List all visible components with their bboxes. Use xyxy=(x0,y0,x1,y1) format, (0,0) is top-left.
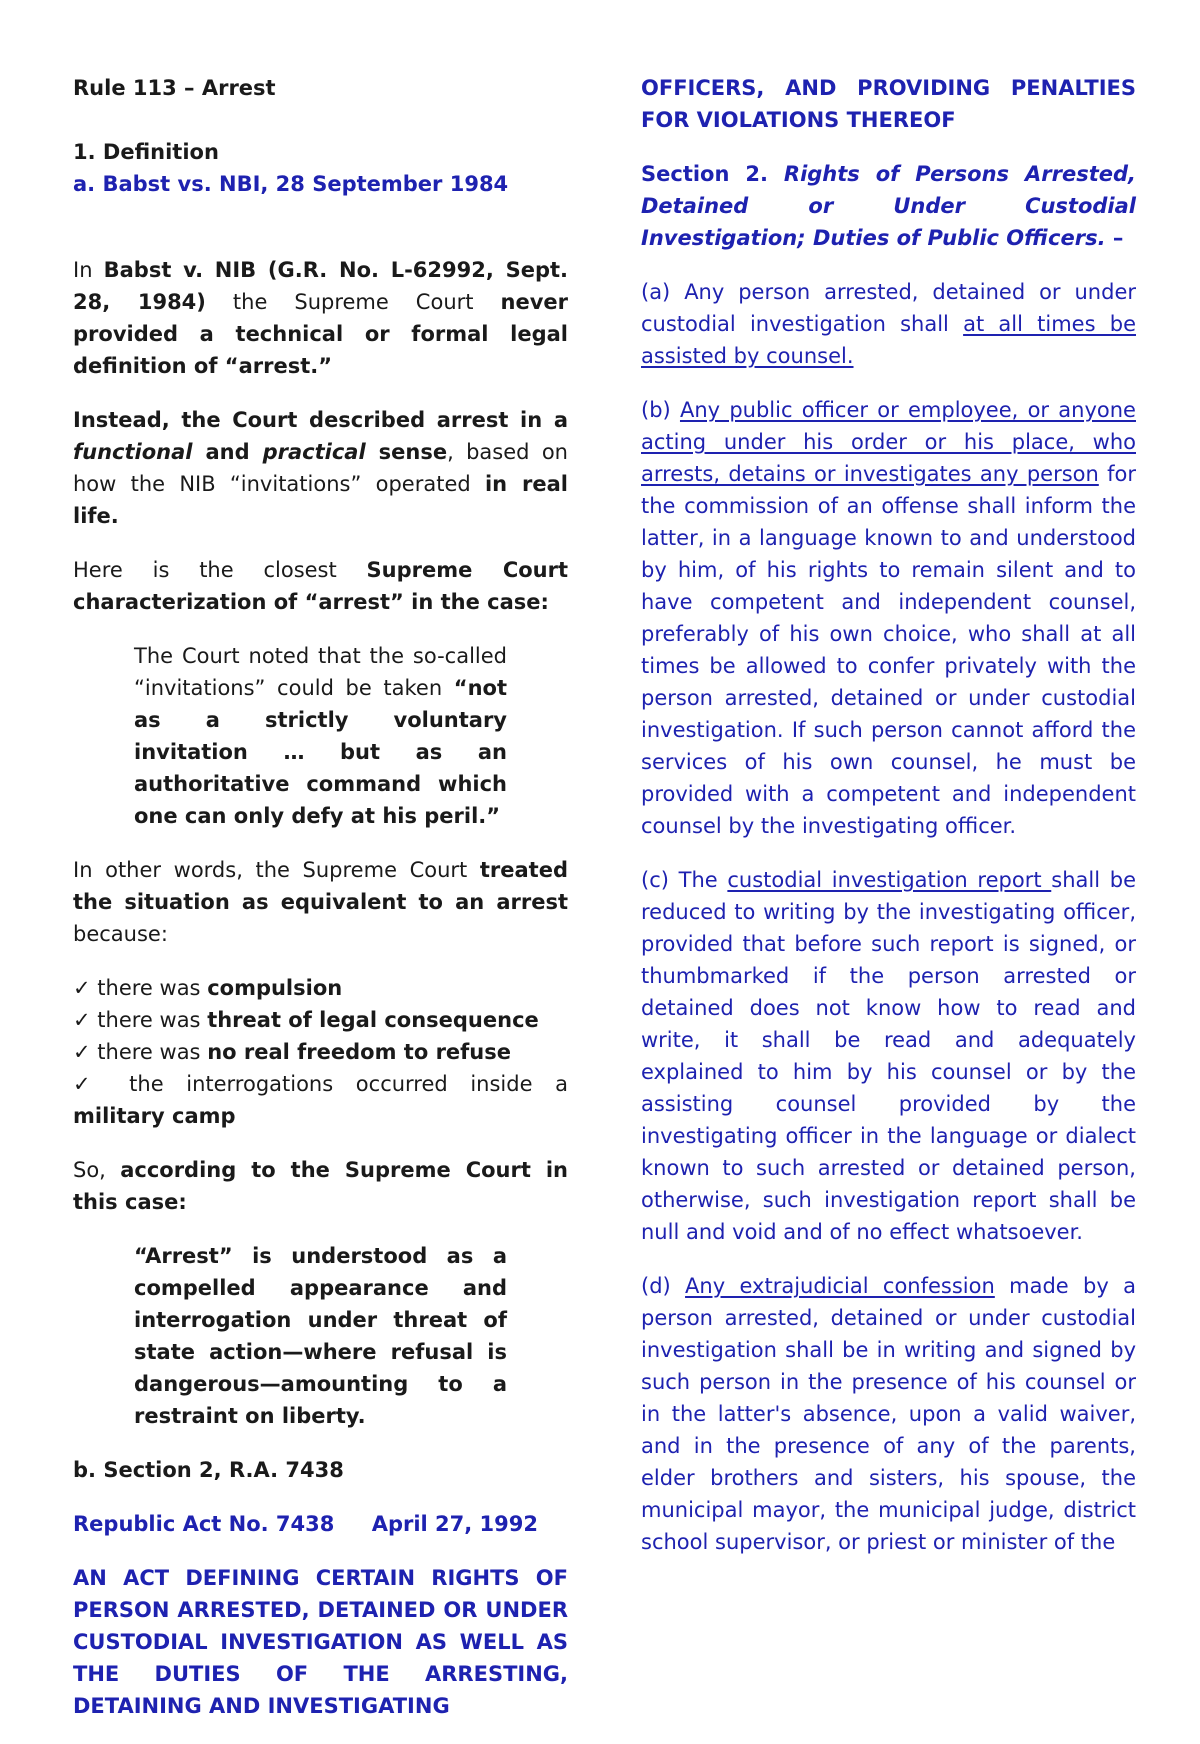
case-a-heading: a. Babst vs. NBI, 28 September 1984 xyxy=(73,172,509,196)
section-2-heading: Section 2. Rights of Persons Arrested, Detained or Under Custodial Investigation; Duties of Public Officers. – xyxy=(641,162,1136,250)
list-item: ✓ there was no real freedom to refuse xyxy=(73,1040,511,1064)
act-title-start: AN ACT DEFINING CERTAIN RIGHTS OF PERSON ARRESTED, DETAINED OR UNDER CUSTODIAL INVESTIGATION AS WELL AS THE DUTIES OF THE ARRESTING, DETAINING AND INVESTIGATING xyxy=(73,1566,568,1718)
list-item: ✓ there was threat of legal consequence xyxy=(73,1008,539,1032)
paragraph-so-according: So, according to the Supreme Court in this case: xyxy=(73,1158,569,1214)
ra-header-row xyxy=(73,1508,538,1540)
list-item: ✓ there was compulsion xyxy=(73,976,343,1000)
paragraph-d: (d) Any extrajudicial confession made by a person arrested, detained or under custodial investigation shall be in writing and signed by such person in the presence of his counsel or in the latter's absence, upon a valid waiver, and in the presence of any of the parents, elder brothers and sisters, his spouse, the municipal mayor, the municipal judge, district school supervisor, or priest or minister of the xyxy=(641,1274,1136,1554)
left-column xyxy=(73,72,568,1744)
ra-number: Republic Act No. 7438 xyxy=(73,1512,335,1536)
list-item: ✓ the interrogations occurred inside a military camp xyxy=(73,1072,568,1128)
case-b-heading: b. Section 2, R.A. 7438 xyxy=(73,1458,344,1482)
paragraph-functional-sense: Instead, the Court described arrest in a functional and practical sense, based on how the NIB “invitations” operated in real life. xyxy=(73,408,568,528)
paragraph-a: (a) Any person arrested, detained or under custodial investigation shall at all times be assisted by counsel. xyxy=(641,280,1136,368)
paragraph-b: (b) Any public officer or employee, or anyone acting under his order or his place, who arrests, detains or investigates any person for the commission of an offense shall inform the latter, in a language known to and understood by him, of his rights to remain silent and to have competent and independent counsel, preferably of his own choice, who shall at all times be allowed to confer privately with the person arrested, detained or under custodial investigation. If such person cannot afford the services of his own counsel, he must be provided with a competent and independent counsel by the investigating officer. xyxy=(641,398,1136,838)
paragraph-closest-characterization: Here is the closest Supreme Court characterization of “arrest” in the case: xyxy=(73,558,569,614)
check-list xyxy=(73,972,568,1132)
checkmark-icon: ✓ xyxy=(73,976,91,1000)
right-column xyxy=(641,72,1136,1580)
rule-heading: Rule 113 – Arrest xyxy=(73,76,276,100)
definition-heading: 1. Definition xyxy=(73,140,219,164)
checkmark-icon: ✓ xyxy=(73,1008,91,1032)
paragraph-equivalent-arrest: In other words, the Supreme Court treated the situation as equivalent to an arrest because: xyxy=(73,858,568,946)
checkmark-icon: ✓ xyxy=(73,1072,107,1096)
block-quote-arrest-definition: “Arrest” is understood as a compelled appearance and interrogation under threat of state action—where refusal is dangerous—amounting to a restraint on liberty. xyxy=(134,1244,507,1428)
spacer xyxy=(73,104,568,136)
paragraph-c: (c) The custodial investigation report shall be reduced to writing by the investigating officer, provided that before such report is signed, or thumbmarked if the person arrested or detained does not know how to read and write, it shall be read and adequately explained to him by his counsel or by the assisting counsel provided by the investigating officer in the language or dialect known to such arrested or detained person, otherwise, such investigation report shall be null and void and of no effect whatsoever. xyxy=(641,868,1136,1244)
spacer xyxy=(73,222,568,254)
paragraph-babst-intro: In Babst v. NIB (G.R. No. L-62992, Sept. 28, 1984) the Supreme Court never provided a technical or formal legal definition of “arrest.” xyxy=(73,258,568,378)
block-quote-invitations: The Court noted that the so-called “invitations” could be taken “not as a strictly voluntary invitation … but as an authoritative command which one can only defy at his peril.” xyxy=(134,644,507,828)
checkmark-icon: ✓ xyxy=(73,1040,91,1064)
act-title-end: OFFICERS, AND PROVIDING PENALTIES FOR VIOLATIONS THEREOF xyxy=(641,76,1136,132)
ra-date: April 27, 1992 xyxy=(371,1512,538,1536)
